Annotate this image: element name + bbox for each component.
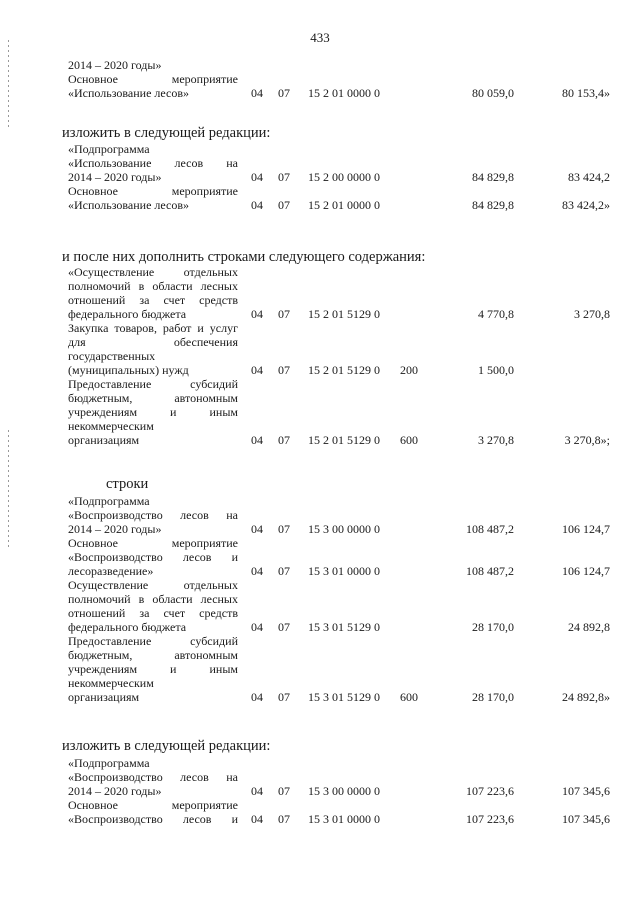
row-name-line: организациям <box>68 433 140 447</box>
row-name-line: полномочий в области лесных <box>68 279 238 293</box>
row-name-line: Основное мероприятие <box>68 798 238 812</box>
instruction-text: строки <box>106 476 149 492</box>
section-code: 04 <box>251 433 263 447</box>
amount-year-2: 83 424,2» <box>562 198 610 212</box>
row-name-line: федерального бюджета <box>68 307 187 321</box>
amount-year-1: 3 270,8 <box>478 433 514 447</box>
amount-year-2: 24 892,8» <box>562 690 610 704</box>
amount-year-1: 108 487,2 <box>466 522 514 536</box>
section-code: 04 <box>251 522 263 536</box>
page-number: 433 <box>310 30 330 45</box>
amount-year-2: 3 270,8»; <box>564 433 610 447</box>
subsection-code: 07 <box>278 363 290 377</box>
amount-year-1: 107 223,6 <box>466 784 514 798</box>
row-name-line: лесоразведение» <box>68 564 154 578</box>
section-code: 04 <box>251 198 263 212</box>
row-name <box>68 634 238 704</box>
expense-type-code: 200 <box>400 363 418 377</box>
amount-year-2: 83 424,2 <box>568 170 610 184</box>
amount-year-2: 107 345,6 <box>562 784 610 798</box>
subsection-code: 07 <box>278 784 290 798</box>
instruction-text: изложить в следующей редакции: <box>62 125 271 141</box>
amount-year-2: 107 345,6 <box>562 812 610 826</box>
row-name-line: 2014 – 2020 годы» <box>68 784 162 798</box>
row-name-line: «Осуществление отдельных <box>68 265 238 279</box>
row-name-line: Предоставление субсидий <box>68 634 238 648</box>
row-name-line: 2014 – 2020 годы» <box>68 58 162 72</box>
subsection-code: 07 <box>278 198 290 212</box>
row-name-line: полномочий в области лесных <box>68 592 238 606</box>
row-name <box>68 265 238 321</box>
row-name-line: бюджетным, автономным <box>68 391 238 405</box>
row-name-line: 2014 – 2020 годы» <box>68 170 162 184</box>
target-article-code: 15 3 01 5129 0 <box>308 690 380 704</box>
section-code: 04 <box>251 170 263 184</box>
subsection-code: 07 <box>278 564 290 578</box>
row-name-line: «Использование лесов» <box>68 86 189 100</box>
amount-year-1: 107 223,6 <box>466 812 514 826</box>
subsection-code: 07 <box>278 307 290 321</box>
expense-type-code: 600 <box>400 433 418 447</box>
row-name-line: (муниципальных) нужд <box>68 363 189 377</box>
amount-year-2: 3 270,8 <box>574 307 610 321</box>
row-name <box>68 321 238 377</box>
section-code: 04 <box>251 812 263 826</box>
scan-margin-line <box>8 40 9 130</box>
row-name-line: «Использование лесов» <box>68 198 189 212</box>
amount-year-1: 84 829,8 <box>472 170 514 184</box>
row-name-line: учреждениям и иным <box>68 662 238 676</box>
target-article-code: 15 3 01 5129 0 <box>308 620 380 634</box>
subsection-code: 07 <box>278 522 290 536</box>
row-name <box>68 184 238 212</box>
row-name <box>68 578 238 634</box>
amount-year-1: 84 829,8 <box>472 198 514 212</box>
row-name-line: государственных <box>68 349 156 363</box>
instruction-text: изложить в следующей редакции: <box>62 738 271 754</box>
row-name-line: Осуществление отдельных <box>68 578 238 592</box>
target-article-code: 15 2 01 5129 0 <box>308 307 380 321</box>
row-name-line: «Использование лесов на <box>68 156 238 170</box>
row-name-line: Предоставление субсидий <box>68 377 238 391</box>
subsection-code: 07 <box>278 433 290 447</box>
target-article-code: 15 3 01 0000 0 <box>308 812 380 826</box>
subsection-code: 07 <box>278 812 290 826</box>
section-code: 04 <box>251 784 263 798</box>
row-name-line: федерального бюджета <box>68 620 187 634</box>
target-article-code: 15 2 01 5129 0 <box>308 433 380 447</box>
amount-year-1: 28 170,0 <box>472 620 514 634</box>
row-name <box>68 377 238 447</box>
amount-year-2: 24 892,8 <box>568 620 610 634</box>
expense-type-code: 600 <box>400 690 418 704</box>
row-name-line: для обеспечения <box>68 335 238 349</box>
amount-year-1: 1 500,0 <box>478 363 514 377</box>
amount-year-1: 80 059,0 <box>472 86 514 100</box>
instruction-text: и после них дополнить строками следующего содержания: <box>62 249 426 265</box>
subsection-code: 07 <box>278 170 290 184</box>
target-article-code: 15 3 00 0000 0 <box>308 784 380 798</box>
target-article-code: 15 3 00 0000 0 <box>308 522 380 536</box>
target-article-code: 15 3 01 0000 0 <box>308 564 380 578</box>
row-name-line: «Подпрограмма <box>68 494 150 508</box>
row-name <box>68 494 238 536</box>
row-name <box>68 798 238 826</box>
section-code: 04 <box>251 690 263 704</box>
row-name-line: некоммерческим <box>68 676 154 690</box>
amount-year-2: 80 153,4» <box>562 86 610 100</box>
row-name <box>68 536 238 578</box>
row-name-line: отношений за счет средств <box>68 293 238 307</box>
row-name-line: отношений за счет средств <box>68 606 238 620</box>
amount-year-2: 106 124,7 <box>562 522 610 536</box>
row-name-line: организациям <box>68 690 140 704</box>
target-article-code: 15 2 01 0000 0 <box>308 86 380 100</box>
target-article-code: 15 2 01 0000 0 <box>308 198 380 212</box>
target-article-code: 15 2 01 5129 0 <box>308 363 380 377</box>
row-name <box>68 142 238 184</box>
row-name-line: бюджетным, автономным <box>68 648 238 662</box>
row-name <box>68 58 238 72</box>
row-name-line: Основное мероприятие <box>68 184 238 198</box>
row-name-line: «Воспроизводство лесов и <box>68 550 238 564</box>
subsection-code: 07 <box>278 690 290 704</box>
row-name-line: «Воспроизводство лесов на <box>68 508 238 522</box>
row-name-line: Основное мероприятие <box>68 72 238 86</box>
row-name <box>68 756 238 798</box>
row-name-line: некоммерческим <box>68 419 154 433</box>
section-code: 04 <box>251 307 263 321</box>
amount-year-1: 108 487,2 <box>466 564 514 578</box>
section-code: 04 <box>251 86 263 100</box>
row-name <box>68 72 238 100</box>
amount-year-1: 28 170,0 <box>472 690 514 704</box>
row-name-line: «Подпрограмма <box>68 756 150 770</box>
row-name-line: «Воспроизводство лесов и <box>68 812 238 826</box>
row-name-line: 2014 – 2020 годы» <box>68 522 162 536</box>
row-name-line: Закупка товаров, работ и услуг <box>68 321 238 335</box>
subsection-code: 07 <box>278 86 290 100</box>
target-article-code: 15 2 00 0000 0 <box>308 170 380 184</box>
amount-year-2: 106 124,7 <box>562 564 610 578</box>
subsection-code: 07 <box>278 620 290 634</box>
row-name-line: «Подпрограмма <box>68 142 150 156</box>
section-code: 04 <box>251 363 263 377</box>
section-code: 04 <box>251 620 263 634</box>
scan-margin-line <box>8 430 9 550</box>
row-name-line: учреждениям и иным <box>68 405 238 419</box>
section-code: 04 <box>251 564 263 578</box>
row-name-line: Основное мероприятие <box>68 536 238 550</box>
row-name-line: «Воспроизводство лесов на <box>68 770 238 784</box>
amount-year-1: 4 770,8 <box>478 307 514 321</box>
